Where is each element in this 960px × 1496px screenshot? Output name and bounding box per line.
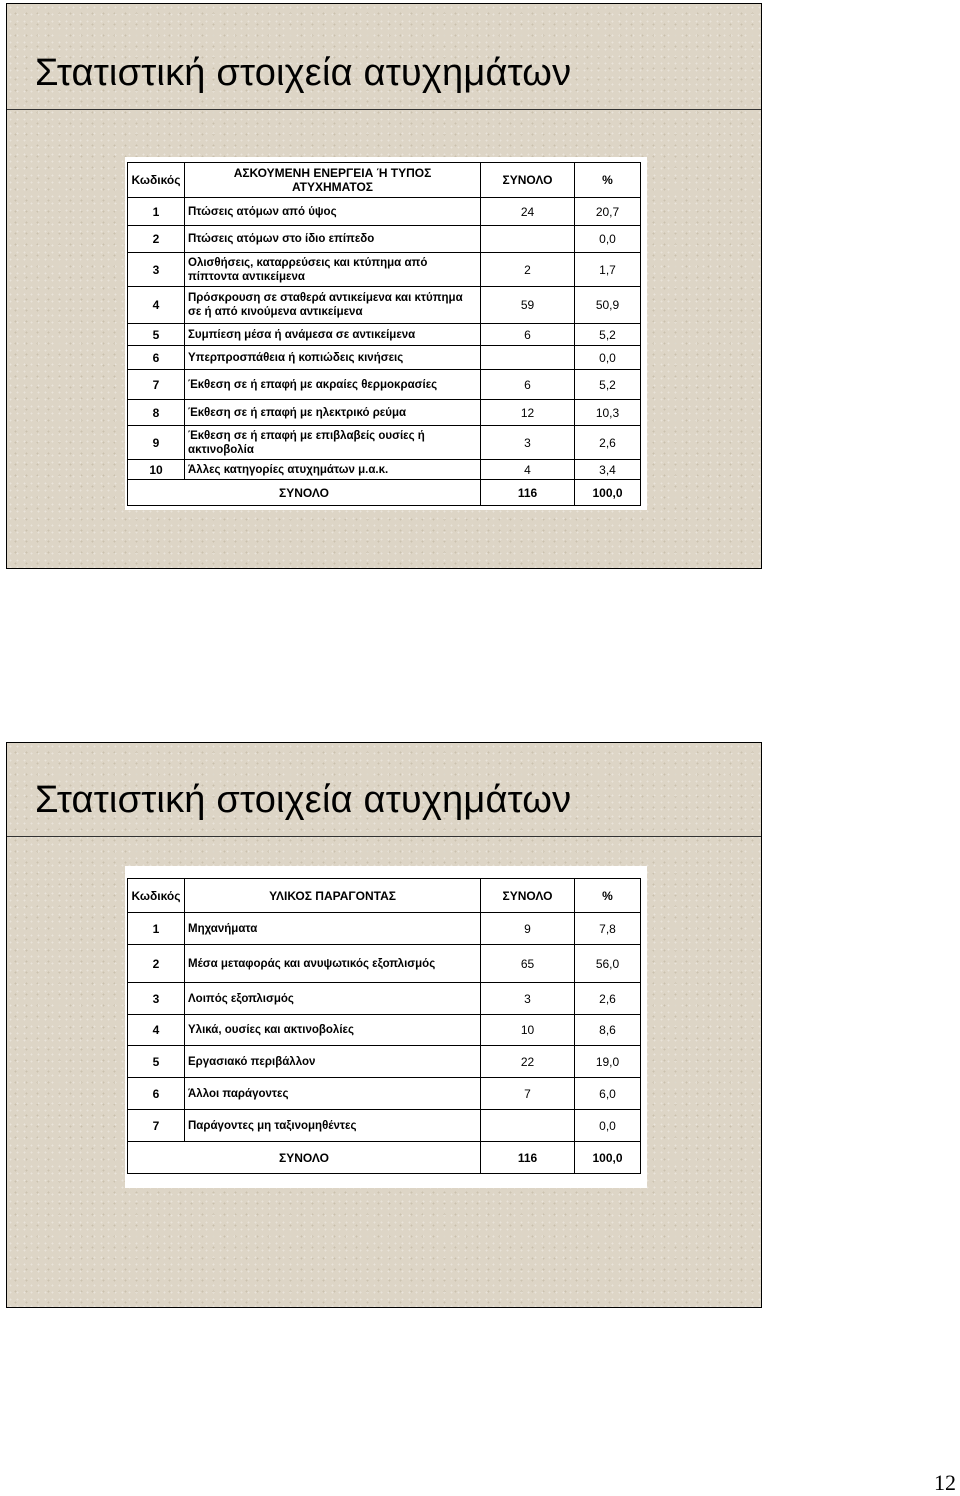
row-percent: 8,6: [575, 1015, 641, 1046]
total-label: ΣΥΝΟΛΟ: [128, 1142, 481, 1174]
table-row: [128, 198, 641, 226]
row-total: 10: [481, 1015, 575, 1046]
row-total: 6: [481, 324, 575, 346]
row-code: 3: [128, 983, 185, 1015]
header-percent: %: [575, 879, 641, 913]
header-code: Κωδικός: [128, 163, 185, 198]
table-row: [128, 983, 641, 1015]
row-description: Πτώσεις ατόμων στο ίδιο επίπεδο: [185, 226, 481, 253]
row-description: Υπερπροσπάθεια ή κοπιώδεις κινήσεις: [185, 346, 481, 370]
row-description: Συμπίεση μέσα ή ανάμεσα σε αντικείμενα: [185, 324, 481, 346]
row-percent: 1,7: [575, 253, 641, 287]
slide-1: [6, 3, 762, 569]
row-description: Έκθεση σε ή επαφή με επιβλαβείς ουσίες ή ακτινοβολία: [185, 426, 481, 460]
row-total: 3: [481, 426, 575, 460]
table-total-row: [128, 480, 641, 506]
row-code: 2: [128, 226, 185, 253]
row-code: 1: [128, 198, 185, 226]
table-row: [128, 370, 641, 400]
row-percent: 19,0: [575, 1046, 641, 1078]
row-description: Μηχανήματα: [185, 913, 481, 945]
row-code: 4: [128, 1015, 185, 1046]
row-total: 4: [481, 460, 575, 480]
row-description: Πρόσκρουση σε σταθερά αντικείμενα και κτύπημα σε ή από κινούμενα αντικείμενα: [185, 287, 481, 324]
table-row: [128, 287, 641, 324]
row-total: 6: [481, 370, 575, 400]
row-percent: 2,6: [575, 426, 641, 460]
header-code: Κωδικός: [128, 879, 185, 913]
row-percent: 50,9: [575, 287, 641, 324]
row-total: 3: [481, 983, 575, 1015]
row-total: 12: [481, 400, 575, 426]
row-description: Παράγοντες μη ταξινομηθέντες: [185, 1110, 481, 1142]
material-factor-table-container: [125, 866, 647, 1188]
row-description: Πτώσεις ατόμων από ύψος: [185, 198, 481, 226]
table-total-row: [128, 1142, 641, 1174]
row-code: 5: [128, 1046, 185, 1078]
row-description: Λοιπός εξοπλισμός: [185, 983, 481, 1015]
material-factor-table: [127, 878, 641, 1174]
table-row: [128, 460, 641, 480]
row-percent: 56,0: [575, 945, 641, 983]
table-row: [128, 426, 641, 460]
row-percent: 10,3: [575, 400, 641, 426]
table-header-row: [128, 879, 641, 913]
total-percent: 100,0: [575, 480, 641, 506]
row-total: [481, 346, 575, 370]
row-percent: 20,7: [575, 198, 641, 226]
row-code: 6: [128, 1078, 185, 1110]
row-code: 1: [128, 913, 185, 945]
row-percent: 5,2: [575, 370, 641, 400]
table-row: [128, 1110, 641, 1142]
table-row: [128, 253, 641, 287]
row-description: Έκθεση σε ή επαφή με ακραίες θερμοκρασίες: [185, 370, 481, 400]
row-description: Εργασιακό περιβάλλον: [185, 1046, 481, 1078]
row-percent: 5,2: [575, 324, 641, 346]
table-row: [128, 226, 641, 253]
row-total: 24: [481, 198, 575, 226]
row-code: 7: [128, 370, 185, 400]
row-total: [481, 1110, 575, 1142]
slide-title-bar: [7, 4, 761, 110]
table-row: [128, 1015, 641, 1046]
row-total: 59: [481, 287, 575, 324]
row-percent: 0,0: [575, 1110, 641, 1142]
header-total: ΣΥΝΟΛΟ: [481, 879, 575, 913]
row-percent: 7,8: [575, 913, 641, 945]
table-row: [128, 324, 641, 346]
row-percent: 3,4: [575, 460, 641, 480]
row-percent: 6,0: [575, 1078, 641, 1110]
row-total: 65: [481, 945, 575, 983]
accident-type-table-container: [125, 157, 647, 510]
row-description: Έκθεση σε ή επαφή με ηλεκτρικό ρεύμα: [185, 400, 481, 426]
header-description: ΑΣΚΟΥΜΕΝΗ ΕΝΕΡΓΕΙΑ Ή ΤΥΠΟΣ ΑΤΥΧΗΜΑΤΟΣ: [185, 163, 481, 198]
row-total: 7: [481, 1078, 575, 1110]
table-row: [128, 400, 641, 426]
row-total: [481, 226, 575, 253]
row-total: 9: [481, 913, 575, 945]
row-code: 10: [128, 460, 185, 480]
row-total: 22: [481, 1046, 575, 1078]
total-value: 116: [481, 1142, 575, 1174]
row-total: 2: [481, 253, 575, 287]
row-code: 4: [128, 287, 185, 324]
row-description: Μέσα μεταφοράς και ανυψωτικός εξοπλισμός: [185, 945, 481, 983]
table-row: [128, 913, 641, 945]
total-value: 116: [481, 480, 575, 506]
table-row: [128, 945, 641, 983]
total-label: ΣΥΝΟΛΟ: [128, 480, 481, 506]
row-code: 9: [128, 426, 185, 460]
row-description: Ολισθήσεις, καταρρεύσεις και κτύπημα από πίπτοντα αντικείμενα: [185, 253, 481, 287]
row-code: 3: [128, 253, 185, 287]
row-description: Άλλοι παράγοντες: [185, 1078, 481, 1110]
table-row: [128, 346, 641, 370]
slide-title: Στατιστική στοιχεία ατυχημάτων: [35, 52, 572, 94]
row-percent: 0,0: [575, 346, 641, 370]
row-code: 6: [128, 346, 185, 370]
row-code: 2: [128, 945, 185, 983]
table-row: [128, 1078, 641, 1110]
table-row: [128, 1046, 641, 1078]
row-code: 7: [128, 1110, 185, 1142]
header-percent: %: [575, 163, 641, 198]
header-description: ΥΛΙΚΟΣ ΠΑΡΑΓΟΝΤΑΣ: [185, 879, 481, 913]
row-percent: 0,0: [575, 226, 641, 253]
slide-title-bar: [7, 743, 761, 837]
row-percent: 2,6: [575, 983, 641, 1015]
row-description: Υλικά, ουσίες και ακτινοβολίες: [185, 1015, 481, 1046]
total-percent: 100,0: [575, 1142, 641, 1174]
row-description: Άλλες κατηγορίες ατυχημάτων μ.α.κ.: [185, 460, 481, 480]
header-total: ΣΥΝΟΛΟ: [481, 163, 575, 198]
row-code: 5: [128, 324, 185, 346]
slide-2: [6, 742, 762, 1308]
slide-title: Στατιστική στοιχεία ατυχημάτων: [35, 779, 572, 821]
row-code: 8: [128, 400, 185, 426]
table-header-row: [128, 163, 641, 198]
accident-type-table: [127, 162, 641, 506]
page-number: 12: [934, 1470, 956, 1495]
